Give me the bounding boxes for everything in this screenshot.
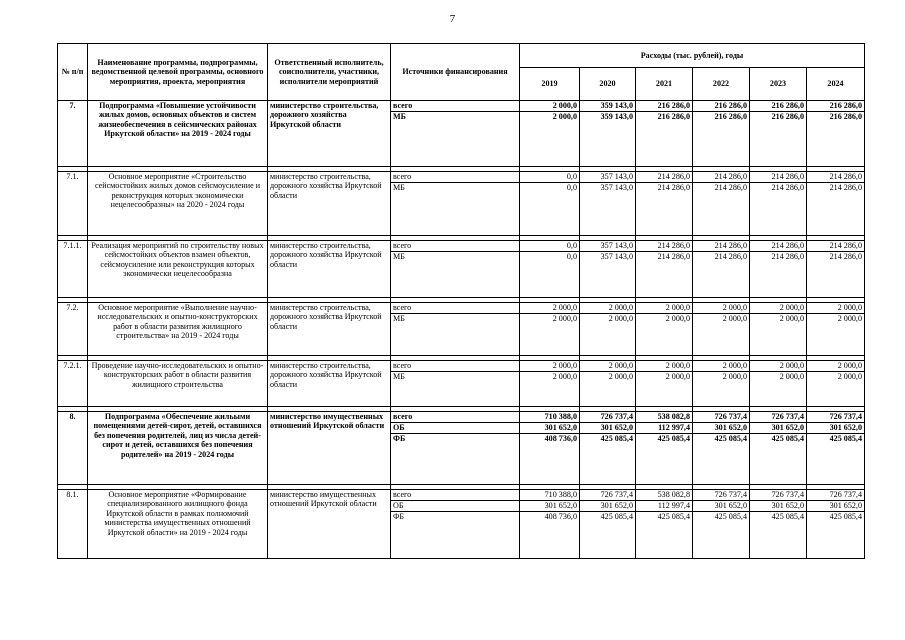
cell-source: ОБ — [391, 501, 520, 512]
cell-value: 214 286,0 — [807, 252, 865, 298]
cell-value: 2 000,0 — [750, 361, 807, 372]
cell-value: 425 085,4 — [636, 434, 693, 485]
cell-value: 216 286,0 — [807, 112, 865, 167]
cell-value: 216 286,0 — [750, 101, 807, 112]
cell-value: 2 000,0 — [520, 112, 580, 167]
cell-name: Реализация мероприятий по строительству новых сейсмостойких объектов взамен объектов, сейсмоусиление или реконструкция которых экономически нецелесообразна — [88, 241, 268, 298]
cell-value: 425 085,4 — [807, 512, 865, 559]
cell-resp: министерство строительства, дорожного хозяйства Иркутской области — [268, 361, 391, 407]
cell-value: 301 652,0 — [750, 423, 807, 434]
table-row — [58, 172, 865, 183]
cell-value: 2 000,0 — [580, 372, 636, 407]
cell-source: МБ — [391, 372, 520, 407]
header-year: 2020 — [580, 68, 636, 101]
header-year: 2021 — [636, 68, 693, 101]
cell-value: 2 000,0 — [693, 361, 750, 372]
cell-source: МБ — [391, 314, 520, 356]
cell-value: 216 286,0 — [807, 101, 865, 112]
cell-value: 301 652,0 — [580, 423, 636, 434]
table-row — [58, 241, 865, 252]
cell-value: 2 000,0 — [520, 314, 580, 356]
cell-value: 2 000,0 — [636, 303, 693, 314]
cell-value: 710 388,0 — [520, 412, 580, 423]
cell-value: 425 085,4 — [807, 434, 865, 485]
header-year: 2023 — [750, 68, 807, 101]
cell-num: 7.1.1. — [58, 241, 88, 298]
table-body — [58, 101, 865, 559]
cell-value: 0,0 — [520, 172, 580, 183]
cell-value: 301 652,0 — [520, 423, 580, 434]
cell-value: 2 000,0 — [636, 372, 693, 407]
cell-source: всего — [391, 361, 520, 372]
cell-value: 726 737,4 — [693, 490, 750, 501]
cell-resp: министерство строительства, дорожного хозяйства Иркутской области — [268, 172, 391, 236]
cell-value: 2 000,0 — [636, 361, 693, 372]
cell-value: 2 000,0 — [750, 314, 807, 356]
cell-value: 2 000,0 — [520, 361, 580, 372]
cell-value: 425 085,4 — [580, 434, 636, 485]
cell-value: 726 737,4 — [750, 490, 807, 501]
cell-value: 408 736,0 — [520, 434, 580, 485]
header-responsible: Ответственный исполнитель, соисполнители, участники, исполнители мероприятий — [268, 44, 391, 101]
cell-value: 2 000,0 — [693, 314, 750, 356]
cell-value: 301 652,0 — [807, 423, 865, 434]
cell-value: 2 000,0 — [693, 303, 750, 314]
cell-value: 214 286,0 — [750, 172, 807, 183]
cell-source: всего — [391, 490, 520, 501]
cell-value: 359 143,0 — [580, 112, 636, 167]
header-year: 2022 — [693, 68, 750, 101]
cell-value: 112 997,4 — [636, 501, 693, 512]
table-row — [58, 412, 865, 423]
header-num: № п/п — [58, 44, 88, 101]
cell-value: 214 286,0 — [750, 183, 807, 236]
cell-value: 2 000,0 — [580, 361, 636, 372]
cell-value: 214 286,0 — [807, 172, 865, 183]
cell-value: 214 286,0 — [693, 183, 750, 236]
cell-value: 2 000,0 — [807, 372, 865, 407]
cell-value: 2 000,0 — [750, 303, 807, 314]
cell-value: 214 286,0 — [693, 252, 750, 298]
cell-value: 214 286,0 — [807, 183, 865, 236]
cell-value: 301 652,0 — [580, 501, 636, 512]
cell-value: 726 737,4 — [580, 412, 636, 423]
cell-value: 538 082,8 — [636, 490, 693, 501]
table-row — [58, 101, 865, 112]
cell-value: 2 000,0 — [580, 303, 636, 314]
cell-value: 216 286,0 — [693, 101, 750, 112]
cell-source: всего — [391, 172, 520, 183]
cell-value: 408 736,0 — [520, 512, 580, 559]
table-row — [58, 303, 865, 314]
header-expenses: Расходы (тыс. рублей), годы — [520, 44, 865, 68]
cell-source: всего — [391, 241, 520, 252]
cell-value: 301 652,0 — [693, 501, 750, 512]
cell-name: Подпрограмма «Повышение устойчивости жилых домов, основных объектов и систем жизнеобеспечения в сейсмических районах Иркутской области» на 2019 - 2024 годы — [88, 101, 268, 167]
cell-value: 425 085,4 — [636, 512, 693, 559]
cell-value: 2 000,0 — [807, 303, 865, 314]
table-row — [58, 361, 865, 372]
cell-value: 112 997,4 — [636, 423, 693, 434]
cell-num: 7.2.1. — [58, 361, 88, 407]
cell-num: 8.1. — [58, 490, 88, 559]
budget-table — [57, 43, 865, 559]
cell-name: Подпрограмма «Обеспечение жильыми помещениями детей-сирот, детей, оставшихся без попечения родителей, лиц из числа детей-сирот и детей, оставшихся без попечения родителей» на 2019 - 2024 годы — [88, 412, 268, 485]
page-number: 7 — [449, 13, 456, 25]
cell-value: 214 286,0 — [636, 241, 693, 252]
cell-resp: министерство строительства, дорожного хозяйства Иркутской области — [268, 101, 391, 167]
cell-name: Основное мероприятие «Выполнение научно-исследовательских и опытно-конструкторских работ в области развития жилищного строительства» на 2019 - 2024 годы — [88, 303, 268, 356]
cell-value: 214 286,0 — [750, 252, 807, 298]
cell-value: 214 286,0 — [807, 241, 865, 252]
header-year: 2024 — [807, 68, 865, 101]
cell-source: ФБ — [391, 434, 520, 485]
cell-value: 216 286,0 — [636, 112, 693, 167]
cell-value: 357 143,0 — [580, 183, 636, 236]
cell-value: 726 737,4 — [750, 412, 807, 423]
cell-source: МБ — [391, 252, 520, 298]
table-row — [58, 490, 865, 501]
header-source: Источники финансирования — [391, 44, 520, 101]
cell-value: 216 286,0 — [750, 112, 807, 167]
cell-value: 359 143,0 — [580, 101, 636, 112]
cell-value: 2 000,0 — [580, 314, 636, 356]
cell-source: МБ — [391, 112, 520, 167]
cell-value: 214 286,0 — [636, 252, 693, 298]
cell-value: 216 286,0 — [636, 101, 693, 112]
cell-source: всего — [391, 101, 520, 112]
cell-source: ОБ — [391, 423, 520, 434]
cell-name: Проведение научно-исследовательских и опытно-конструкторских работ в области развития жилищного строительства — [88, 361, 268, 407]
cell-num: 8. — [58, 412, 88, 485]
cell-name: Основное мероприятие «Строительство сейсмостойких жилых домов сейсмоусиление и реконструкция которых экономически нецелесообразны» на 2020 - 2024 годы — [88, 172, 268, 236]
cell-source: всего — [391, 412, 520, 423]
cell-value: 726 737,4 — [693, 412, 750, 423]
cell-value: 0,0 — [520, 241, 580, 252]
cell-value: 357 143,0 — [580, 252, 636, 298]
cell-value: 425 085,4 — [580, 512, 636, 559]
cell-source: ФБ — [391, 512, 520, 559]
cell-value: 214 286,0 — [636, 172, 693, 183]
cell-value: 357 143,0 — [580, 241, 636, 252]
cell-name: Основное мероприятие «Формирование специализированного жилищного фонда Иркутской области в рамках полномочий министерства имущественных отношений Иркутской области» на 2019 - 2024 годы — [88, 490, 268, 559]
cell-value: 2 000,0 — [636, 314, 693, 356]
cell-value: 425 085,4 — [693, 512, 750, 559]
cell-value: 2 000,0 — [750, 372, 807, 407]
cell-value: 301 652,0 — [693, 423, 750, 434]
cell-value: 726 737,4 — [807, 490, 865, 501]
cell-resp: министерство имущественных отношений Иркутской области — [268, 412, 391, 485]
cell-value: 214 286,0 — [693, 172, 750, 183]
cell-value: 425 085,4 — [693, 434, 750, 485]
cell-value: 538 082,8 — [636, 412, 693, 423]
cell-value: 726 737,4 — [807, 412, 865, 423]
cell-value: 214 286,0 — [693, 241, 750, 252]
cell-value: 0,0 — [520, 183, 580, 236]
cell-value: 214 286,0 — [636, 183, 693, 236]
cell-resp: министерство строительства, дорожного хозяйства Иркутской области — [268, 241, 391, 298]
header-year: 2019 — [520, 68, 580, 101]
cell-num: 7.1. — [58, 172, 88, 236]
cell-value: 2 000,0 — [807, 361, 865, 372]
cell-value: 214 286,0 — [750, 241, 807, 252]
cell-value: 425 085,4 — [750, 434, 807, 485]
cell-value: 2 000,0 — [520, 303, 580, 314]
header-name: Наименование программы, подпрограммы, ведомственной целевой программы, основного мероприятия, проекта, мероприятия — [88, 44, 268, 101]
cell-value: 2 000,0 — [807, 314, 865, 356]
cell-value: 710 388,0 — [520, 490, 580, 501]
cell-num: 7. — [58, 101, 88, 167]
cell-source: МБ — [391, 183, 520, 236]
cell-value: 726 737,4 — [580, 490, 636, 501]
cell-value: 301 652,0 — [750, 501, 807, 512]
cell-num: 7.2. — [58, 303, 88, 356]
cell-value: 301 652,0 — [520, 501, 580, 512]
cell-resp: министерство строительства, дорожного хозяйства Иркутской области — [268, 303, 391, 356]
cell-value: 2 000,0 — [520, 372, 580, 407]
cell-value: 216 286,0 — [693, 112, 750, 167]
cell-value: 301 652,0 — [807, 501, 865, 512]
cell-value: 2 000,0 — [520, 101, 580, 112]
cell-value: 2 000,0 — [693, 372, 750, 407]
cell-value: 0,0 — [520, 252, 580, 298]
cell-source: всего — [391, 303, 520, 314]
cell-resp: министерство имущественных отношений Иркутской области — [268, 490, 391, 559]
cell-value: 357 143,0 — [580, 172, 636, 183]
cell-value: 425 085,4 — [750, 512, 807, 559]
